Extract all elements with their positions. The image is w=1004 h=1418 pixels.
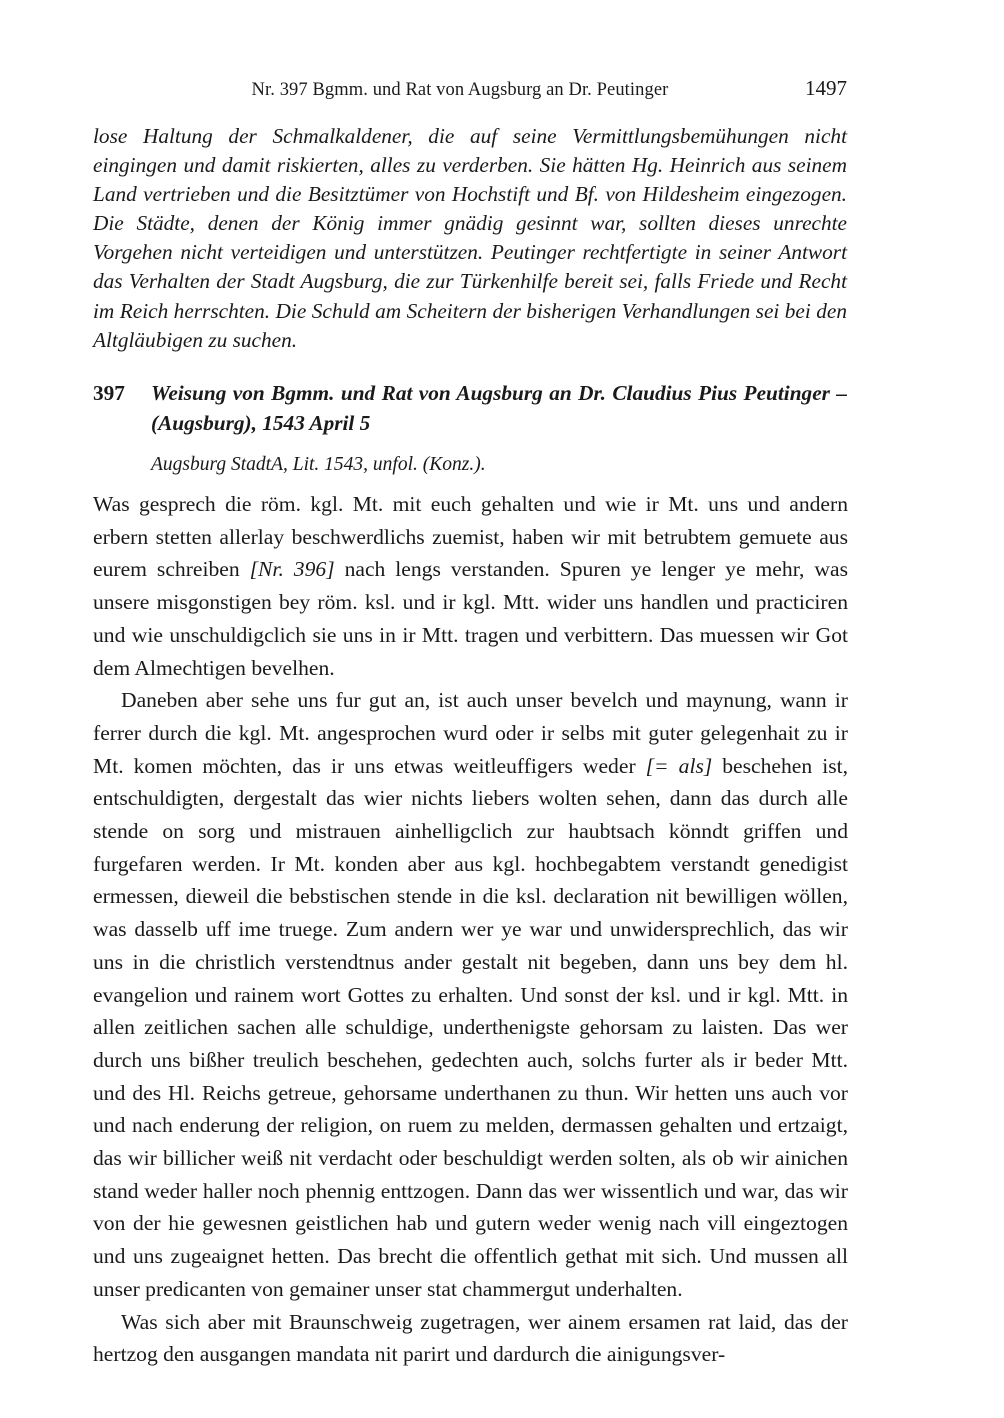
document-title: Weisung von Bgmm. und Rat von Augsburg an Dr. Claudius Pius Peutinger – (Augsburg), 1543 April 5 [151, 381, 847, 435]
body-paragraph-1 [93, 488, 848, 684]
regest-summary [93, 122, 847, 355]
editorial-cross-reference: [Nr. 396] [249, 557, 335, 582]
body-paragraph-1-part-a: Was gesprech die röm. kgl. Mt. mit euch gehalten und wie ir Mt. uns und andern erbern stetten allerlay beschwerdlichs zuemist, haben wir mit betrubtem gemuete aus eurem schreiben [93, 492, 848, 582]
regest-paragraph: lose Haltung der Schmalkaldener, die auf seine Vermittlungsbemühungen nicht eingingen und damit riskierten, alles zu verderben. Sie hätten Hg. Heinrich aus seinem Land vertrieben und die Besitztümer von Hochstift und Bf. von Hildesheim eingezogen. Die Städte, denen der König immer gnädig gesinnt war, sollten dieses unrechte Vorgehen nicht verteidigen und unterstützen. Peutinger rechtfertigte in seiner Antwort das Verhalten der Stadt Augsburg, die zur Türkenhilfe bereit sei, falls Friede und Recht im Reich herrschten. Die Schuld am Scheitern der bisherigen Verhandlungen sei bei den Altgläubigen zu suchen. [93, 124, 847, 352]
document-heading [93, 378, 847, 438]
page-number: 1497 [805, 76, 847, 100]
body-paragraph-3: Was sich aber mit Braunschweig zugetragen, wer ainem ersamen rat laid, das der hertzog den ausgangen mandata nit parirt und dardurch die ainigungsver- [93, 1309, 848, 1367]
body-paragraph-2-part-a: Daneben aber sehe uns fur gut an, ist auch unser bevelch und maynung, wann ir ferrer durch die kgl. Mt. angesprochen wurd oder ir selbs mit guter gelegenhait zu ir Mt. komen möchten, das ir uns etwas weitleuffigers weder [93, 688, 848, 778]
body-paragraph-2-part-b: beschehen ist, entschuldigten, dergestalt das wier nichts liebers wolten sehen, dann das durch alle stende on sorg und mistrauen ainhelligclich zur haubtsach könndt griffen und furgefaren werden. Ir Mt. konden aber aus kgl. hochbegabtem verstandt genedigist ermessen, dieweil die bebstischen stende in die ksl. declaration nit bewilligen wöllen, was dasselb uff ime truege. Zum andern wer ye war und unwidersprechlich, das wir uns in die christlich verstendtnus ander gestalt nit begeben, dann uns bey dem hl. evangelion und rainem wort Gottes zu erhalten. Und sonst der ksl. und ir kgl. Mtt. in allen zeitlichen sachen alle schuldige, underthenigste gehorsam zu laisten. Das wer durch uns bißher treulich beschehen, gedechten auch, solchs furter als ir beder Mtt. und des Hl. Reichs getreue, gehorsame underthanen zu thun. Wir hetten uns auch vor und nach enderung der religion, on ruem zu melden, dermassen gehalten und ertzaigt, das wir billicher weiß nit verdacht oder beschuldigt werden solten, als ob wir ainichen stand weder haller noch phennig enttzogen. Dann das wer wissentlich und war, das wir von der hie gewesnen geistlichen hab und gutern weder wenig nach vill eingeztogen und uns zugeaignet hetten. Das brecht die offentlich gethat mit sich. Und mussen all unser predicanten von gemainer unser stat chammergut underhalten. [93, 753, 849, 1301]
document-number: 397 [93, 381, 125, 405]
running-head [93, 76, 847, 102]
body-paragraph-2 [93, 684, 848, 1305]
document-body [93, 488, 848, 1371]
archival-source: Augsburg StadtA, Lit. 1543, unfol. (Konz.). [151, 454, 486, 475]
editorial-gloss: [= als] [645, 753, 713, 778]
running-head-title: Nr. 397 Bgmm. und Rat von Augsburg an Dr. Peutinger [251, 80, 669, 100]
body-paragraph-1-part-b: nach lengs verstanden. Spuren ye lenger ye mehr, was unsere misgonstigen bey röm. ksl. und ir kgl. Mtt. wider uns handlen und practiciren und wie unschuldigclich sie uns in ir Mtt. tragen und verbittern. Das muessen wir Got dem Almechtigen bevelhen. [93, 557, 848, 680]
